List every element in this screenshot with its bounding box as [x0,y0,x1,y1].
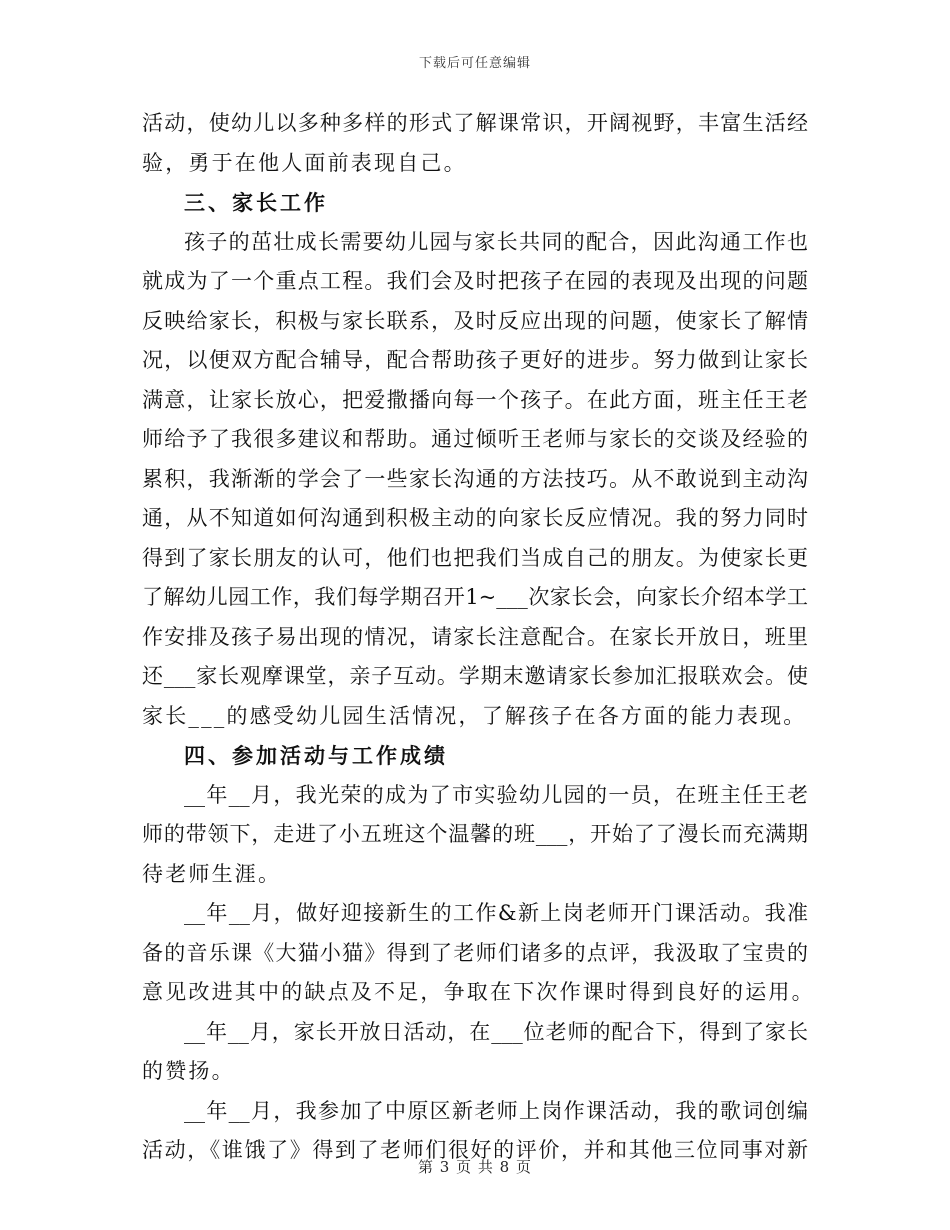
paragraph-line: 孩子的茁壮成长需要幼儿园与家长共同的配合，因此沟通工作也 [184,229,808,254]
paragraph-line: 意见改进其中的缺点及不足，争取在下次作课时得到良好的运用。 [142,980,815,1004]
section-heading: 三、家长工作 [184,190,328,215]
paragraph-line: 通，从不知道如何沟通到积极主动的向家长反应情况。我的努力同时 [142,506,808,530]
paragraph-line: __年__月，我参加了中原区新老师上岗作课活动，我的歌词创编 [184,1098,808,1123]
paragraph-line: 就成为了一个重点工程。我们会及时把孩子在园的表现及出现的问题 [142,269,808,293]
paragraph-line: 况，以便双方配合辅导，配合帮助孩子更好的进步。努力做到让家长 [142,348,808,372]
paragraph-line: 作安排及孩子易出现的情况，请家长注意配合。在家长开放日，班里 [142,624,808,649]
paragraph-line: 还___家长观摩课堂，亲子互动。学期末邀请家长参加汇报联欢会。使 [142,664,808,688]
paragraph-line: 师的带领下，走进了小五班这个温馨的班___，开始了了漫长而充满期 [142,822,808,846]
paragraph-line: 师给予了我很多建议和帮助。通过倾听王老师与家长的交谈及经验的 [142,427,808,451]
paragraph-line: 累积，我渐渐的学会了一些家长沟通的方法技巧。从不敢说到主动沟 [142,466,808,491]
paragraph-line: 家长___的感受幼儿园生活情况，了解孩子在各方面的能力表现。 [142,703,807,728]
paragraph-line: __年__月，家长开放日活动，在___位老师的配合下，得到了家长 [184,1019,808,1044]
paragraph-line: __年__月，做好迎接新生的工作&新上岗老师开门课活动。我准 [184,901,808,925]
page-number-footer: 第 3 页 共 8 页 [418,1158,532,1176]
paragraph-line: 满意，让家长放心，把爱撒播向每一个孩子。在此方面，班主任王老 [142,387,808,412]
paragraph-line: 待老师生涯。 [142,861,282,886]
page-header: 下载后可任意编辑 [418,56,531,71]
paragraph-line: 验，勇于在他人面前表现自己。 [142,150,467,175]
paragraph-line: __年__月，我光荣的成为了市实验幼儿园的一员，在班主任王老 [184,782,808,807]
section-heading: 四、参加活动与工作成绩 [184,743,448,768]
paragraph-line: 反映给家长，积极与家长联系，及时反应出现的问题，使家长了解情 [142,308,808,333]
paragraph-line: 备的音乐课《大猫小猫》得到了老师们诸多的点评，我汲取了宝贵的 [142,940,808,965]
paragraph-line: 活动，《谁饿了》得到了老师们很好的评价，并和其他三位同事对新 [142,1138,808,1162]
paragraph-line: 得到了家长朋友的认可，他们也把我们当成自己的朋友。为使家长更 [142,545,808,570]
paragraph-line: 的赞扬。 [142,1059,235,1083]
paragraph-line: 了解幼儿园工作，我们每学期召开1~___次家长会，向家长介绍本学工 [142,585,808,609]
paragraph-line: 活动，使幼儿以多种多样的形式了解课常识，开阔视野，丰富生活经 [142,111,808,135]
document-body [142,104,815,1171]
